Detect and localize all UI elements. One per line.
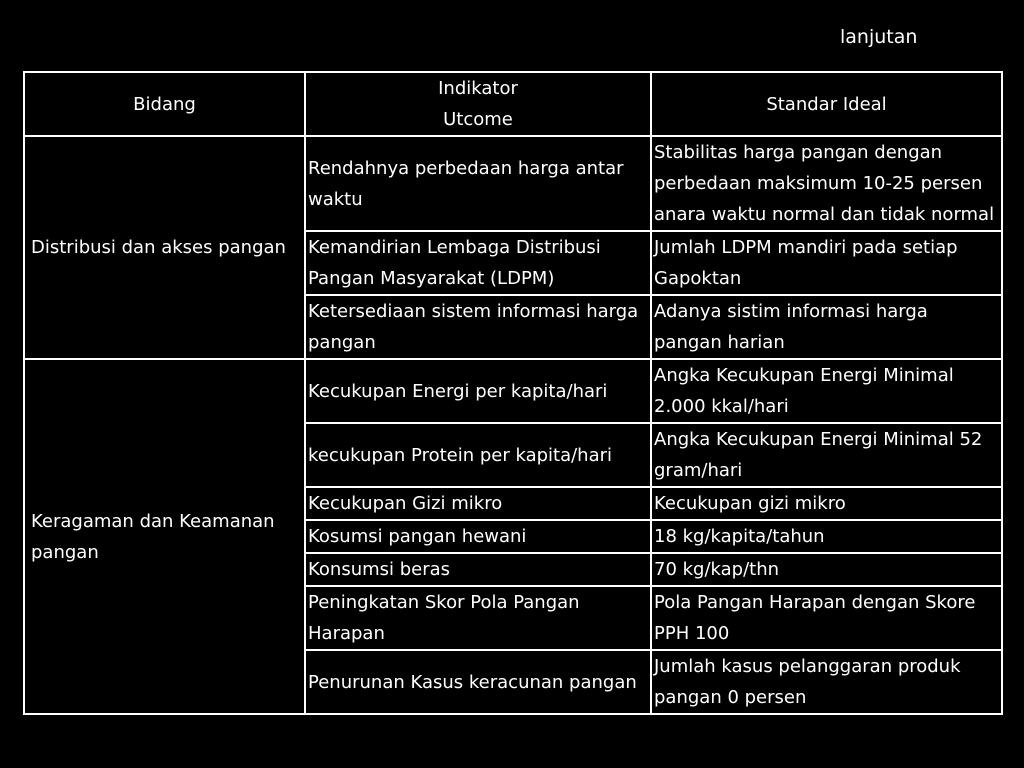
- indikator-cell: Penurunan Kasus keracunan pangan: [305, 650, 651, 714]
- header-bidang: Bidang: [24, 72, 305, 136]
- indikator-cell: Kecukupan Gizi mikro: [305, 487, 651, 520]
- standar-cell: Stabilitas harga pangan dengan perbedaan maksimum 10-25 persen anara waktu normal dan tidak normal: [651, 136, 1002, 231]
- bidang-cell: Distribusi dan akses pangan: [24, 136, 305, 359]
- indikator-cell: Konsumsi beras: [305, 553, 651, 586]
- indikator-cell: Kosumsi pangan hewani: [305, 520, 651, 553]
- indicator-table: [23, 71, 1003, 715]
- indikator-cell: kecukupan Protein per kapita/hari: [305, 423, 651, 487]
- indikator-cell: Kecukupan Energi per kapita/hari: [305, 359, 651, 423]
- table-row: [24, 136, 1002, 231]
- standar-cell: Jumlah LDPM mandiri pada setiap Gapoktan: [651, 231, 1002, 295]
- bidang-cell: Keragaman dan Keamanan pangan: [24, 359, 305, 714]
- standar-cell: Jumlah kasus pelanggaran produk pangan 0 persen: [651, 650, 1002, 714]
- header-indikator-line2: Utcome: [443, 109, 513, 130]
- standar-cell: 18 kg/kapita/tahun: [651, 520, 1002, 553]
- indikator-cell: Ketersediaan sistem informasi harga pangan: [305, 295, 651, 359]
- indikator-cell: Peningkatan Skor Pola Pangan Harapan: [305, 586, 651, 650]
- standar-cell: Angka Kecukupan Energi Minimal 2.000 kkal/hari: [651, 359, 1002, 423]
- standar-cell: Kecukupan gizi mikro: [651, 487, 1002, 520]
- header-standar: Standar Ideal: [651, 72, 1002, 136]
- standar-cell: 70 kg/kap/thn: [651, 553, 1002, 586]
- standar-cell: Adanya sistim informasi harga pangan harian: [651, 295, 1002, 359]
- standar-cell: Angka Kecukupan Energi Minimal 52 gram/hari: [651, 423, 1002, 487]
- table-header-row: [24, 72, 1002, 136]
- header-indikator: [305, 72, 651, 136]
- continued-label: lanjutan: [840, 26, 918, 48]
- standar-cell: Pola Pangan Harapan dengan Skore PPH 100: [651, 586, 1002, 650]
- header-indikator-line1: Indikator: [438, 78, 518, 99]
- indikator-cell: Rendahnya perbedaan harga antar waktu: [305, 136, 651, 231]
- indikator-cell: Kemandirian Lembaga Distribusi Pangan Masyarakat (LDPM): [305, 231, 651, 295]
- table-row: [24, 359, 1002, 423]
